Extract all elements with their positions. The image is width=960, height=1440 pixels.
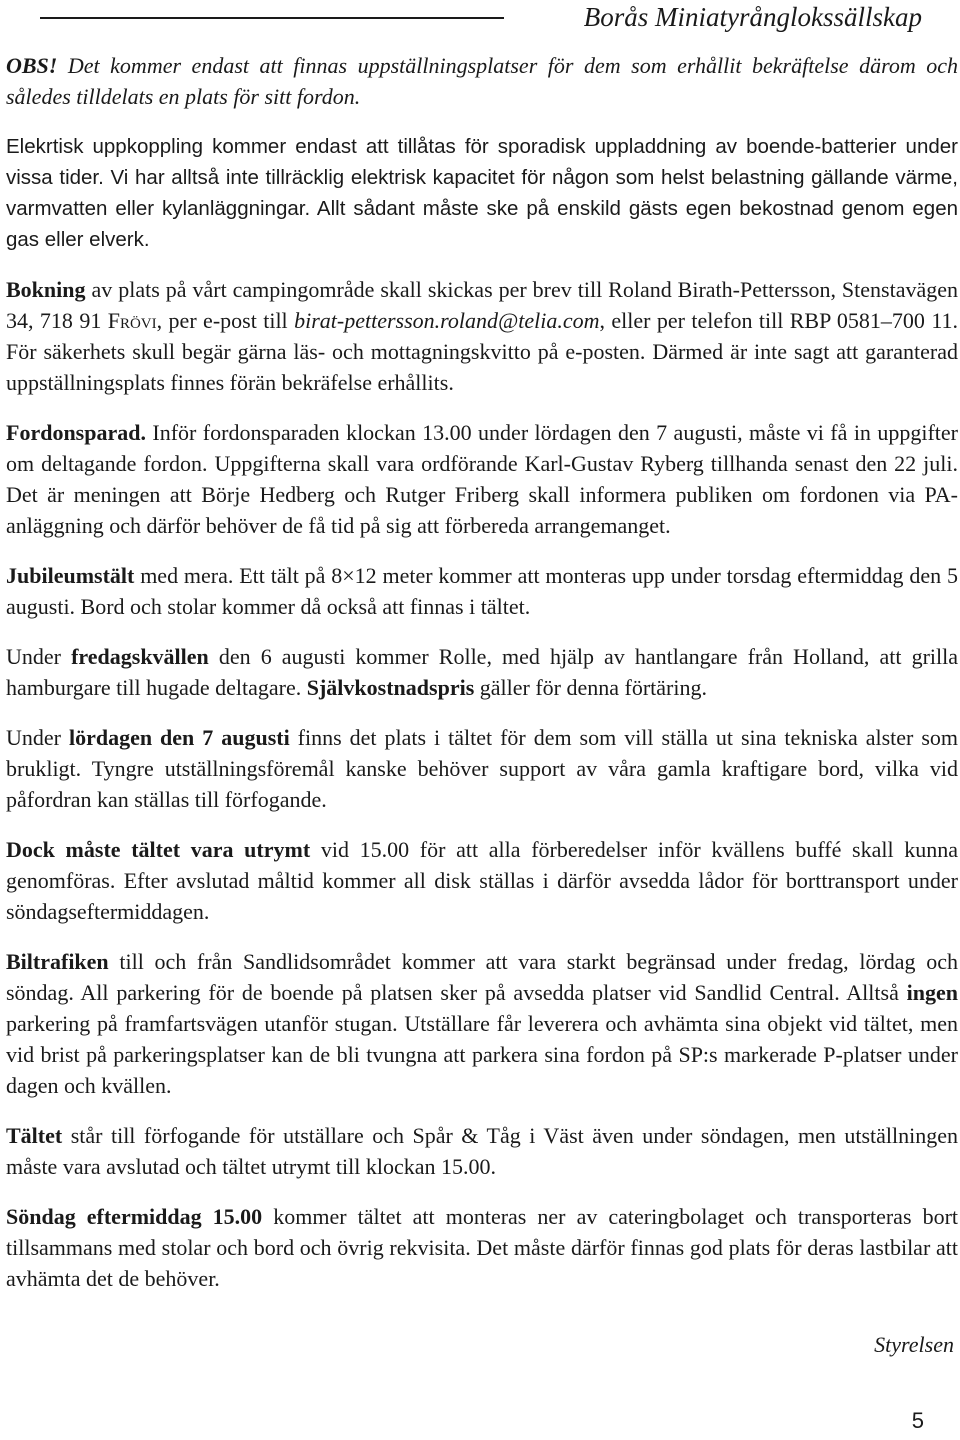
booking-text-3: , eller per telefon till RBP 0581–700 11. För säkerhets skull begär gärna läs- och mottagningskvitto på e-posten. Därmed är inte sagt att garanterad uppställningsplats finnes förän bekräfelse erhållits.: [6, 308, 959, 395]
power-paragraph: [6, 131, 958, 255]
obs-paragraph: [6, 50, 958, 112]
traffic-text-2: parkering på framfartsvägen utanför stugan. Utställare får leverera och avhämta sina objekt vid tältet, men vid brist på parkeringsplatser kan de bli tvungna att parkera sina fordon på SP:s markerade P-platser under dagen och kvällen.: [6, 1011, 958, 1098]
signature: Styrelsen: [874, 1332, 954, 1357]
page-number: 5: [911, 1408, 924, 1433]
saturday-text-1: Under: [6, 725, 69, 750]
friday-text-2: den 6 augusti kommer Rolle, med hjälp av hantlangare från Holland, att grilla hamburgare till hugade deltagare.: [6, 644, 958, 700]
traffic-text-1: till och från Sandlidsområdet kommer att vara starkt begränsad under fredag, lördag och söndag. All parkering för de boende på platsen sker på avsedda platser vid Sandlid Central. Alltså: [6, 949, 958, 1005]
friday-paragraph: [6, 641, 958, 703]
tent-sunday-paragraph: [6, 1120, 958, 1182]
booking-city: Frövi: [107, 308, 157, 333]
friday-bold-1: fredagskvällen: [71, 644, 209, 669]
tent-paragraph: [6, 560, 958, 622]
traffic-lead: Biltrafiken: [6, 949, 109, 974]
clear-tent-lead: Dock måste tältet vara utrymt: [6, 837, 311, 862]
header-title: Borås Miniatyrånglokssällskap: [583, 2, 922, 32]
booking-text-2: , per e-post till: [156, 308, 295, 333]
tent-text: med mera. Ett tält på 8×12 meter kommer att monteras upp under torsdag eftermiddag den 5 augusti. Bord och stolar kommer då också att finnas i tältet.: [6, 563, 958, 619]
saturday-text-2: finns det plats i tältet för dem som vill ställa ut sina tekniska alster som brukligt. Tyngre utställningsföremål kanske behöver support av våra gamla kraftigare bord, vilka vid påfordran kan ställas till förfogande.: [6, 725, 958, 812]
booking-text-1: av plats på vårt campingområde skall skickas per brev till Roland Birath-Pettersson, Stenstavägen 34, 718 91: [6, 277, 958, 333]
saturday-bold-1: lördagen den 7 augusti: [68, 725, 290, 750]
booking-lead: Bokning: [6, 277, 86, 302]
clear-tent-text: vid 15.00 för att alla förberedelser inför kvällens buffé skall kunna genomföras. Efter avslutad måltid kommer all disk ställas i därför avsedda lådor för borttransport under söndagseftermiddagen.: [6, 837, 958, 924]
parade-paragraph: [6, 417, 958, 541]
power-text: Elekrtisk uppkoppling kommer endast att tillåtas för sporadisk uppladdning av boende-batterier under vissa tider. Vi har alltså inte tillräcklig elektrisk kapacitet för någon som helst belastning gällande värme, varmvatten eller kylanläggningar. Allt sådant måste ske på enskild gästs egen bekostnad genom egen gas eller elverk.: [6, 135, 958, 251]
booking-paragraph: [6, 274, 958, 398]
header-rule: [40, 17, 504, 19]
tent-sunday-lead: Tältet: [6, 1123, 63, 1148]
tent-sunday-text: står till förfogande för utställare och Spår & Tåg i Väst även under söndagen, men utställningen måste vara avslutad och tältet utrymt till klockan 15.00.: [6, 1123, 958, 1179]
parade-lead: Fordonsparad.: [6, 420, 146, 445]
friday-text-3: gäller för denna förtäring.: [474, 675, 707, 700]
sunday-lead: Söndag eftermiddag 15.00: [6, 1204, 263, 1229]
tent-lead: Jubileumstält: [6, 563, 135, 588]
booking-email: birat-pettersson.roland@telia.com: [294, 308, 600, 333]
obs-lead: OBS!: [6, 53, 58, 78]
obs-text: Det kommer endast att finnas uppställningsplatser för dem som erhållit bekräftelse därom och således tilldelats en plats för sitt fordon.: [6, 53, 958, 109]
sunday-paragraph: [6, 1201, 958, 1294]
sunday-text: kommer tältet att monteras ner av cateringbolaget och transporteras bort tillsammans med stolar och bord och övrig rekvisita. Det måste därför finnas god plats för deras lastbilar att avhämta det de behöver.: [6, 1204, 959, 1291]
traffic-paragraph: [6, 946, 958, 1101]
friday-bold-2: Självkostnadspris: [306, 675, 475, 700]
page-header: [0, 0, 960, 40]
clear-tent-paragraph: [6, 834, 958, 927]
traffic-bold-1: ingen: [906, 980, 958, 1005]
friday-text-1: Under: [6, 644, 72, 669]
document-body: [6, 50, 958, 1313]
saturday-paragraph: [6, 722, 958, 815]
parade-text: Inför fordonsparaden klockan 13.00 under lördagen den 7 augusti, måste vi få in uppgifter om deltagande fordon. Uppgifterna skall vara ordförande Karl-Gustav Ryberg tillhanda senast den 22 juli. Det är meningen att Börje Hedberg och Rutger Friberg skall informera publiken om fordonen via PA-anläggning och därför behöver de få tid på sig att förbereda arrangemanget.: [6, 420, 958, 538]
